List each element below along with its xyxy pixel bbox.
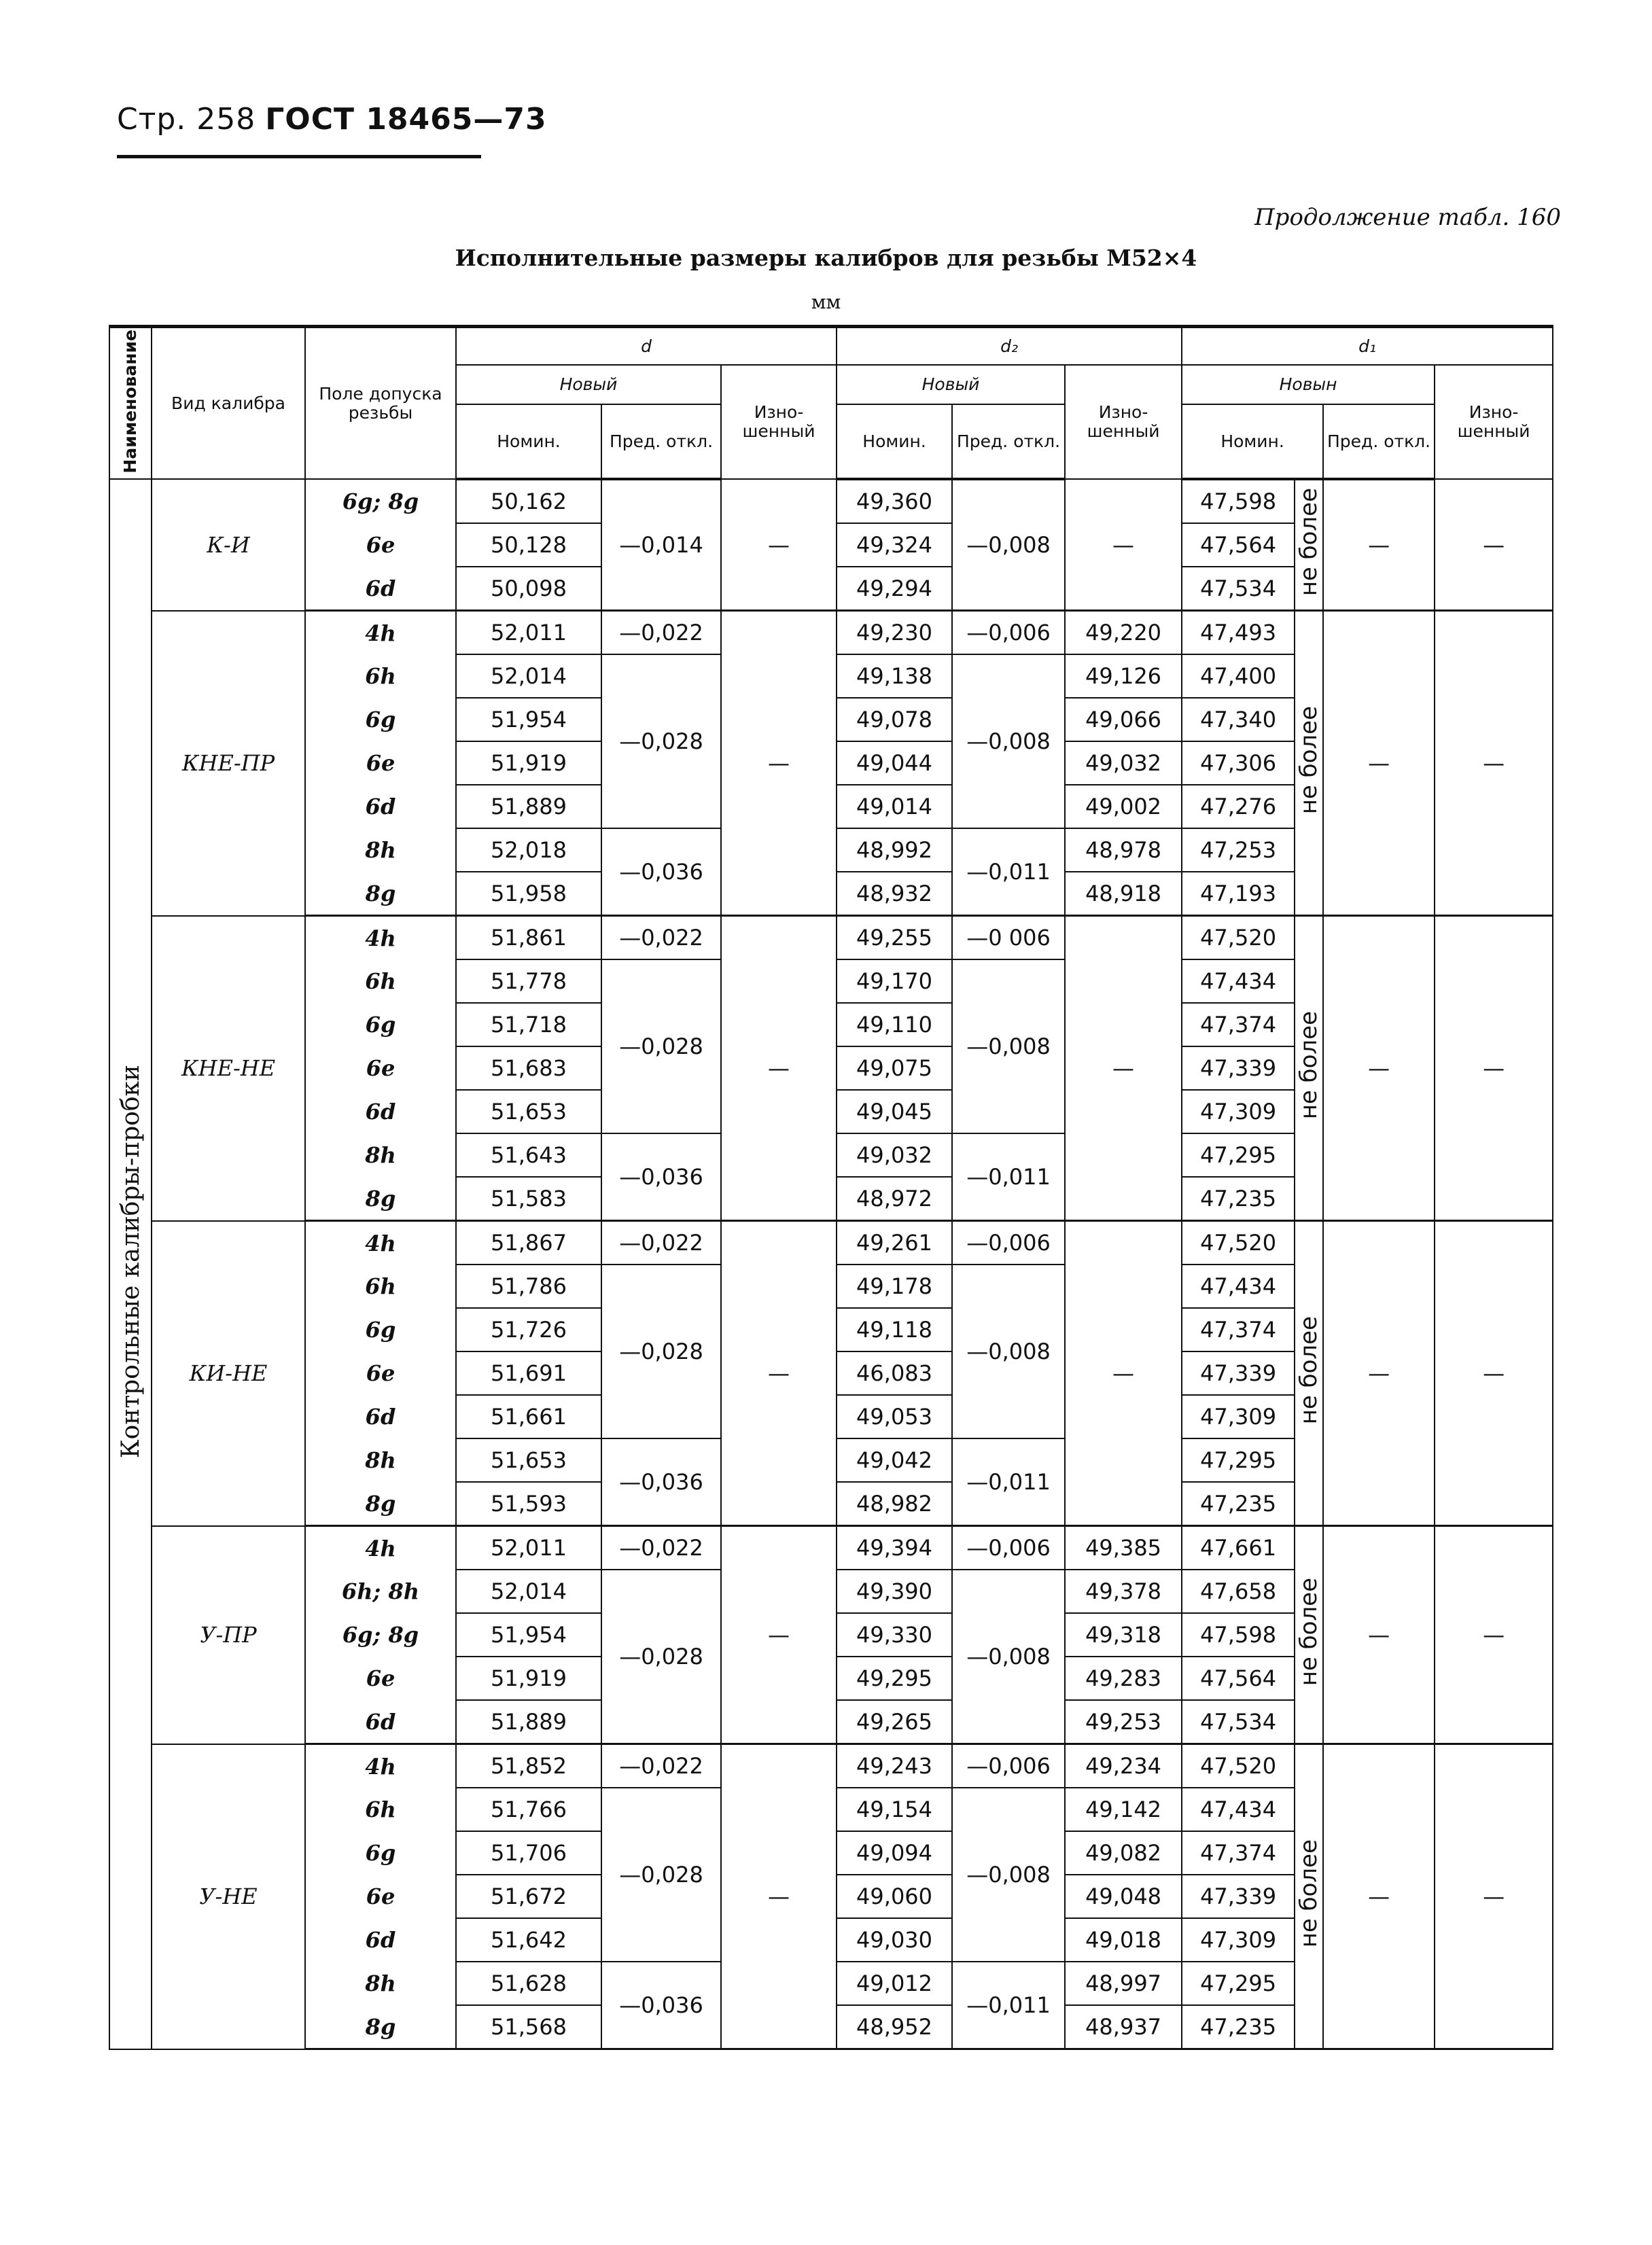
d2-deviation: —0,006: [952, 1526, 1065, 1570]
d1-nominal: 47,295: [1182, 1438, 1295, 1482]
d-nominal: 51,726: [456, 1308, 601, 1351]
header-d-new: Новый: [456, 365, 721, 405]
d-worn: —: [721, 479, 837, 611]
gauge-kind: КНЕ-ПР: [152, 611, 305, 916]
d2-deviation: —0,008: [952, 1265, 1065, 1438]
tolerance-field: 6g; 8g: [305, 1613, 456, 1657]
tolerance-field: 8h: [305, 1962, 456, 2005]
d-nominal: 51,643: [456, 1133, 601, 1177]
tolerance-field: 6h: [305, 959, 456, 1003]
d-worn: —: [721, 611, 837, 916]
d-nominal: 51,867: [456, 1221, 601, 1265]
d1-nominal: 47,598: [1182, 479, 1295, 523]
page-header: [117, 102, 547, 137]
d1-deviation: —: [1323, 479, 1435, 611]
d2-worn: 49,018: [1065, 1918, 1182, 1962]
d1-nominal: 47,340: [1182, 698, 1295, 741]
d-deviation: —0,022: [601, 916, 721, 960]
d-nominal: 51,672: [456, 1875, 601, 1918]
d-nominal: 51,778: [456, 959, 601, 1003]
header-d1-worn: Изно-шенный: [1435, 365, 1553, 480]
d-deviation: —0,028: [601, 654, 721, 828]
d2-worn: 49,142: [1065, 1788, 1182, 1831]
d2-nominal: 49,118: [837, 1308, 952, 1351]
tolerance-field: 6d: [305, 1395, 456, 1438]
header-d: d: [456, 327, 837, 365]
d-nominal: 51,653: [456, 1090, 601, 1133]
d1-nominal: 47,658: [1182, 1570, 1295, 1613]
tolerance-field: 4h: [305, 1744, 456, 1788]
d2-deviation: —0,006: [952, 1221, 1065, 1265]
d2-nominal: 49,324: [837, 523, 952, 567]
d-deviation: —0,036: [601, 1962, 721, 2049]
d-worn: —: [721, 1221, 837, 1526]
d2-nominal: 48,982: [837, 1482, 952, 1526]
d-nominal: 52,018: [456, 828, 601, 872]
d-nominal: 51,653: [456, 1438, 601, 1482]
gauge-kind: КНЕ-НЕ: [152, 916, 305, 1221]
header-d1-deviation: Пред. откл.: [1323, 404, 1435, 479]
table-continuation: Продолжение табл. 160: [1254, 204, 1561, 231]
d1-deviation: —: [1323, 1526, 1435, 1744]
tolerance-field: 6g: [305, 698, 456, 741]
d1-worn: —: [1435, 1744, 1553, 2049]
d2-worn: 49,032: [1065, 741, 1182, 785]
standard-number: ГОСТ 18465—73: [265, 102, 547, 137]
d2-worn: 49,253: [1065, 1700, 1182, 1744]
d1-nominal: 47,520: [1182, 916, 1295, 960]
d1-worn: —: [1435, 1526, 1553, 1744]
d2-worn: 48,937: [1065, 2005, 1182, 2049]
d-worn: —: [721, 1526, 837, 1744]
header-d-nominal: Номин.: [456, 404, 601, 479]
tolerance-field: 6d: [305, 785, 456, 828]
header-d-worn: Изно-шенный: [721, 365, 837, 480]
d2-nominal: 49,078: [837, 698, 952, 741]
d2-nominal: 49,138: [837, 654, 952, 698]
gauge-kind: КИ-НЕ: [152, 1221, 305, 1526]
d2-worn: 49,220: [1065, 611, 1182, 655]
d-nominal: 51,691: [456, 1351, 601, 1395]
d1-limit-note: [1295, 916, 1323, 1221]
d1-nominal: 47,309: [1182, 1090, 1295, 1133]
d-nominal: 51,889: [456, 1700, 601, 1744]
d2-worn: 49,234: [1065, 1744, 1182, 1788]
tolerance-field: 6d: [305, 1090, 456, 1133]
d2-nominal: 49,075: [837, 1046, 952, 1090]
d2-worn: 49,048: [1065, 1875, 1182, 1918]
d2-nominal: 49,060: [837, 1875, 952, 1918]
tolerance-field: 6g: [305, 1831, 456, 1875]
table-title: Исполнительные размеры калибров для резьбы М52×4: [455, 245, 1197, 271]
d2-worn: 49,318: [1065, 1613, 1182, 1657]
d-nominal: 51,852: [456, 1744, 601, 1788]
d1-worn: —: [1435, 1221, 1553, 1526]
d-nominal: 50,162: [456, 479, 601, 523]
d-deviation: —0,028: [601, 1570, 721, 1744]
d2-nominal: 49,030: [837, 1918, 952, 1962]
d1-worn: —: [1435, 916, 1553, 1221]
d-nominal: 51,706: [456, 1831, 601, 1875]
tolerance-field: 6h; 8h: [305, 1570, 456, 1613]
d2-nominal: 49,261: [837, 1221, 952, 1265]
d-deviation: —0,022: [601, 611, 721, 655]
d1-deviation: —: [1323, 611, 1435, 916]
d-deviation: —0,022: [601, 1221, 721, 1265]
d-deviation: —0,028: [601, 1265, 721, 1438]
d2-worn: 49,126: [1065, 654, 1182, 698]
d1-nominal: 47,661: [1182, 1526, 1295, 1570]
d1-limit-note: [1295, 479, 1323, 611]
tolerance-field: 6e: [305, 1046, 456, 1090]
tolerance-field: 8g: [305, 1177, 456, 1221]
d2-nominal: 48,992: [837, 828, 952, 872]
d1-nominal: 47,295: [1182, 1962, 1295, 2005]
d2-nominal: 49,042: [837, 1438, 952, 1482]
tolerance-field: 6e: [305, 1351, 456, 1395]
d1-nominal: 47,339: [1182, 1046, 1295, 1090]
d2-nominal: 49,330: [837, 1613, 952, 1657]
d2-worn: 49,002: [1065, 785, 1182, 828]
table-row: [109, 1744, 1553, 1788]
d2-nominal: 48,972: [837, 1177, 952, 1221]
d-nominal: 51,861: [456, 916, 601, 960]
d1-limit-note: [1295, 1526, 1323, 1744]
d-nominal: 51,583: [456, 1177, 601, 1221]
not-more-label: не более: [1295, 1011, 1323, 1120]
d2-nominal: 49,295: [837, 1657, 952, 1700]
tolerance-field: 8h: [305, 1438, 456, 1482]
d2-worn: 49,283: [1065, 1657, 1182, 1700]
d-nominal: 51,683: [456, 1046, 601, 1090]
d1-worn: —: [1435, 611, 1553, 916]
d2-deviation: —0,008: [952, 479, 1065, 611]
header-d2-new: Новый: [837, 365, 1065, 405]
d1-deviation: —: [1323, 916, 1435, 1221]
d2-nominal: 49,032: [837, 1133, 952, 1177]
d1-nominal: 47,253: [1182, 828, 1295, 872]
header-d1-new: Новын: [1182, 365, 1435, 405]
d-nominal: 51,958: [456, 872, 601, 916]
d1-nominal: 47,339: [1182, 1875, 1295, 1918]
d2-deviation: —0,011: [952, 1438, 1065, 1526]
d2-nominal: 49,012: [837, 1962, 952, 2005]
d1-limit-note: [1295, 1744, 1323, 2049]
gauge-dimensions-table: [109, 325, 1553, 2050]
d1-nominal: 47,520: [1182, 1744, 1295, 1788]
d1-nominal: 47,493: [1182, 611, 1295, 655]
d-nominal: 51,786: [456, 1265, 601, 1308]
d2-nominal: 49,394: [837, 1526, 952, 1570]
d2-deviation: —0,011: [952, 828, 1065, 916]
d-deviation: —0,028: [601, 1788, 721, 1962]
header-d-deviation: Пред. откл.: [601, 404, 721, 479]
not-more-label: не более: [1295, 1316, 1323, 1425]
d2-nominal: 49,390: [837, 1570, 952, 1613]
d1-nominal: 47,534: [1182, 1700, 1295, 1744]
tolerance-field: 6d: [305, 1700, 456, 1744]
d2-deviation: —0,006: [952, 1744, 1065, 1788]
tolerance-field: 6h: [305, 654, 456, 698]
tolerance-field: 6e: [305, 523, 456, 567]
d-nominal: 51,889: [456, 785, 601, 828]
d2-nominal: 49,230: [837, 611, 952, 655]
d1-nominal: 47,295: [1182, 1133, 1295, 1177]
d-nominal: 51,568: [456, 2005, 601, 2049]
d2-worn: 48,997: [1065, 1962, 1182, 2005]
header-d2-deviation: Пред. откл.: [952, 404, 1065, 479]
d2-nominal: 48,952: [837, 2005, 952, 2049]
d2-worn: —: [1065, 1221, 1182, 1526]
tolerance-field: 4h: [305, 1526, 456, 1570]
units-label: мм: [811, 291, 841, 313]
d-nominal: 51,661: [456, 1395, 601, 1438]
d1-nominal: 47,235: [1182, 2005, 1295, 2049]
d1-nominal: 47,235: [1182, 1482, 1295, 1526]
d2-nominal: 48,932: [837, 872, 952, 916]
d2-nominal: 49,094: [837, 1831, 952, 1875]
d2-nominal: 49,154: [837, 1788, 952, 1831]
d-nominal: 52,014: [456, 654, 601, 698]
not-more-label: не более: [1295, 1839, 1323, 1948]
header-rule: [117, 155, 481, 158]
d1-deviation: —: [1323, 1221, 1435, 1526]
d-deviation: —0,028: [601, 959, 721, 1133]
tolerance-field: 8h: [305, 1133, 456, 1177]
d-worn: —: [721, 916, 837, 1221]
table-header: [109, 327, 1553, 480]
d2-worn: —: [1065, 479, 1182, 611]
tolerance-field: 6e: [305, 1657, 456, 1700]
d-nominal: 51,766: [456, 1788, 601, 1831]
d1-nominal: 47,374: [1182, 1831, 1295, 1875]
d-nominal: 52,011: [456, 1526, 601, 1570]
d-nominal: 52,011: [456, 611, 601, 655]
d2-worn: 49,385: [1065, 1526, 1182, 1570]
not-more-label: не более: [1295, 488, 1323, 597]
tolerance-field: 6d: [305, 567, 456, 611]
d1-worn: —: [1435, 479, 1553, 611]
d2-worn: 49,378: [1065, 1570, 1182, 1613]
d2-worn: 49,066: [1065, 698, 1182, 741]
d-nominal: 51,954: [456, 698, 601, 741]
d1-nominal: 47,235: [1182, 1177, 1295, 1221]
d-deviation: —0,036: [601, 1438, 721, 1526]
d2-nominal: 49,110: [837, 1003, 952, 1046]
header-d2-nominal: Номин.: [837, 404, 952, 479]
d2-nominal: 49,243: [837, 1744, 952, 1788]
d-nominal: 51,628: [456, 1962, 601, 2005]
header-d2-worn: Изно-шенный: [1065, 365, 1182, 480]
tolerance-field: 8h: [305, 828, 456, 872]
tolerance-field: 4h: [305, 1221, 456, 1265]
d2-deviation: —0,008: [952, 1570, 1065, 1744]
header-kind: Вид калибра: [152, 327, 305, 480]
table-body: [109, 479, 1553, 2049]
name-label: Контрольные калибры-пробки: [116, 1064, 145, 1458]
tolerance-field: 6d: [305, 1918, 456, 1962]
d2-deviation: —0,008: [952, 959, 1065, 1133]
d-deviation: —0,036: [601, 828, 721, 916]
table-row: [109, 611, 1553, 655]
d-nominal: 52,014: [456, 1570, 601, 1613]
tolerance-field: 6e: [305, 741, 456, 785]
name-cell: [109, 479, 152, 2049]
d-nominal: 50,128: [456, 523, 601, 567]
d2-nominal: 49,294: [837, 567, 952, 611]
d2-nominal: 49,360: [837, 479, 952, 523]
tolerance-field: 6g: [305, 1308, 456, 1351]
d1-nominal: 47,434: [1182, 1788, 1295, 1831]
header-name: Наименование: [109, 327, 152, 480]
d-nominal: 51,718: [456, 1003, 601, 1046]
d2-nominal: 49,170: [837, 959, 952, 1003]
d2-nominal: 46,083: [837, 1351, 952, 1395]
d-deviation: —0,022: [601, 1744, 721, 1788]
d1-nominal: 47,534: [1182, 567, 1295, 611]
d2-worn: 49,082: [1065, 1831, 1182, 1875]
d2-deviation: —0,008: [952, 654, 1065, 828]
tolerance-field: 6g: [305, 1003, 456, 1046]
table-row: [109, 1221, 1553, 1265]
d-worn: —: [721, 1744, 837, 2049]
d1-nominal: 47,339: [1182, 1351, 1295, 1395]
d2-nominal: 49,178: [837, 1265, 952, 1308]
d2-nominal: 49,255: [837, 916, 952, 960]
page-number: Стр. 258: [117, 102, 256, 137]
d-nominal: 51,919: [456, 741, 601, 785]
d1-limit-note: [1295, 1221, 1323, 1526]
d1-nominal: 47,374: [1182, 1003, 1295, 1046]
d2-nominal: 49,014: [837, 785, 952, 828]
d1-nominal: 47,564: [1182, 523, 1295, 567]
header-d1-nominal: Номин.: [1182, 404, 1323, 479]
d-nominal: 50,098: [456, 567, 601, 611]
tolerance-field: 4h: [305, 916, 456, 960]
tolerance-field: 6g; 8g: [305, 479, 456, 523]
header-d1: d₁: [1182, 327, 1553, 365]
d2-nominal: 49,045: [837, 1090, 952, 1133]
table-row: [109, 916, 1553, 960]
d1-limit-note: [1295, 611, 1323, 916]
tolerance-field: 8g: [305, 872, 456, 916]
d1-nominal: 47,374: [1182, 1308, 1295, 1351]
d1-nominal: 47,193: [1182, 872, 1295, 916]
d2-worn: 48,978: [1065, 828, 1182, 872]
gauge-kind: У-НЕ: [152, 1744, 305, 2049]
d2-worn: 48,918: [1065, 872, 1182, 916]
d2-deviation: —0,011: [952, 1962, 1065, 2049]
d1-nominal: 47,434: [1182, 1265, 1295, 1308]
d1-nominal: 47,400: [1182, 654, 1295, 698]
gauge-kind: К-И: [152, 479, 305, 611]
tolerance-field: 6h: [305, 1265, 456, 1308]
d2-nominal: 49,044: [837, 741, 952, 785]
d1-nominal: 47,598: [1182, 1613, 1295, 1657]
d-deviation: —0,036: [601, 1133, 721, 1221]
gauge-kind: У-ПР: [152, 1526, 305, 1744]
d-nominal: 51,919: [456, 1657, 601, 1700]
d1-nominal: 47,309: [1182, 1918, 1295, 1962]
tolerance-field: 4h: [305, 611, 456, 655]
d1-nominal: 47,434: [1182, 959, 1295, 1003]
tolerance-field: 6e: [305, 1875, 456, 1918]
header-d2: d₂: [837, 327, 1182, 365]
d1-nominal: 47,306: [1182, 741, 1295, 785]
tolerance-field: 8g: [305, 2005, 456, 2049]
d-deviation: —0,022: [601, 1526, 721, 1570]
d2-deviation: —0,008: [952, 1788, 1065, 1962]
d-deviation: —0,014: [601, 479, 721, 611]
d2-nominal: 49,265: [837, 1700, 952, 1744]
tolerance-field: 6h: [305, 1788, 456, 1831]
d2-worn: —: [1065, 916, 1182, 1221]
d2-deviation: —0,011: [952, 1133, 1065, 1221]
d2-nominal: 49,053: [837, 1395, 952, 1438]
d1-deviation: —: [1323, 1744, 1435, 2049]
d1-nominal: 47,520: [1182, 1221, 1295, 1265]
table-row: [109, 1526, 1553, 1570]
d1-nominal: 47,564: [1182, 1657, 1295, 1700]
not-more-label: не более: [1295, 1578, 1323, 1686]
tolerance-field: 8g: [305, 1482, 456, 1526]
d2-deviation: —0,006: [952, 611, 1065, 655]
d-nominal: 51,954: [456, 1613, 601, 1657]
d1-nominal: 47,276: [1182, 785, 1295, 828]
table-row: [109, 479, 1553, 523]
not-more-label: не более: [1295, 706, 1323, 815]
d-nominal: 51,642: [456, 1918, 601, 1962]
header-tolerance: Поле допуска резьбы: [305, 327, 456, 480]
d2-deviation: —0 006: [952, 916, 1065, 960]
d-nominal: 51,593: [456, 1482, 601, 1526]
d1-nominal: 47,309: [1182, 1395, 1295, 1438]
